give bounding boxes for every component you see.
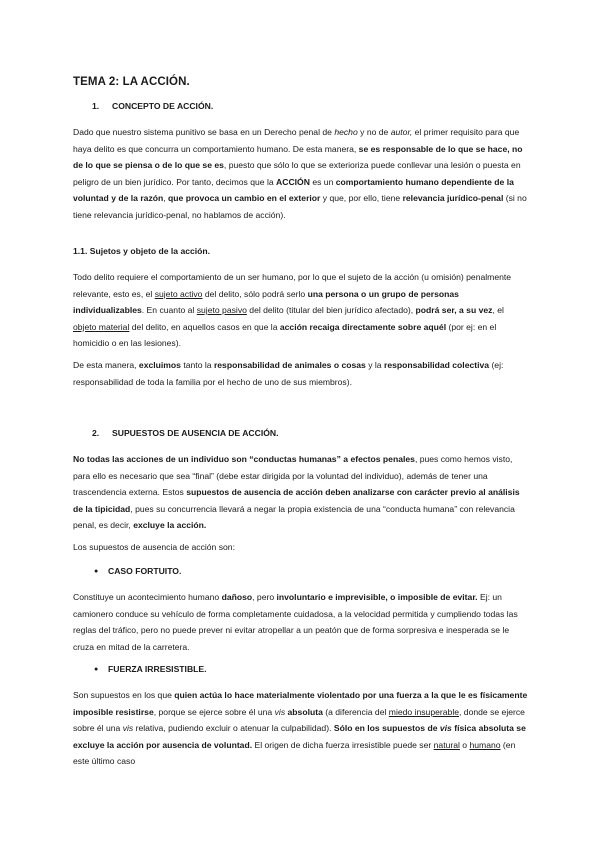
text-run: , porque se ejerce sobre él una xyxy=(153,706,275,717)
section-2-heading xyxy=(92,428,279,438)
text-run: sujeto activo xyxy=(154,288,203,299)
text-run: excluimos xyxy=(138,360,181,370)
paragraph xyxy=(73,357,529,390)
text-run: ACCIÓN xyxy=(276,176,310,187)
bullet-fuerza-irresistible xyxy=(94,664,207,674)
section-1-heading xyxy=(92,101,213,111)
text-run: es un xyxy=(309,176,336,187)
text-run: y la xyxy=(365,360,384,370)
text-run: física absoluta se excluye la acción por ausencia de voluntad. xyxy=(73,723,529,750)
text-run: y no de xyxy=(357,127,391,137)
text-run: del delito, en aquellos casos en que la xyxy=(129,321,280,332)
text-run: y que, por ello, tiene xyxy=(320,193,403,204)
text-run: Ej: un camionero conduce su vehículo de forma completamente cuidadosa, a la velocidad permitida y cumpliendo todas las reglas del tráfico, pero no puede prever ni evitar atropellar a un peatón que de forma sorpresiva e inesperada se le cruza en mitad de la carretera. xyxy=(73,592,521,652)
text-run: tanto la xyxy=(180,360,214,370)
text-run: acción recaiga directamente sobre aquél xyxy=(279,321,447,332)
text-run: vis xyxy=(122,723,134,734)
text-run: , pues como hemos visto, para ello es necesario que sea “final” (debe estar dirigida por la voluntad del individuo), además de tener una trascendencia externa. Estos xyxy=(73,454,515,498)
text-run: (por ej: en el homicidio o en las lesiones). xyxy=(73,321,499,349)
paragraph xyxy=(73,589,529,655)
section-heading-text: SUPUESTOS DE AUSENCIA DE ACCIÓN. xyxy=(112,428,279,438)
text-run: Sólo en los supuestos de xyxy=(333,723,440,734)
text-run: No todas las acciones de un individuo son “conductas humanas” a efectos penales xyxy=(73,454,415,464)
text-run: dañoso xyxy=(221,592,253,602)
text-run: humano xyxy=(469,739,501,750)
text-run: del delito, sólo podrá serlo xyxy=(202,288,308,299)
bullet-marker: ● xyxy=(94,666,99,673)
text-run: natural xyxy=(433,739,460,750)
text-run: relevancia jurídico-penal xyxy=(402,193,504,204)
text-run: (en este último caso xyxy=(73,739,518,767)
text-run: , xyxy=(163,193,169,204)
text-run: vis xyxy=(439,723,452,734)
text-run: Dado que nuestro sistema punitivo se basa en un Derecho penal de xyxy=(73,127,335,137)
text-run: , el xyxy=(492,305,507,316)
paragraph xyxy=(73,539,529,556)
bullet-marker: ● xyxy=(94,568,99,575)
text-run: del delito (titular del bien jurídico afectado), xyxy=(246,305,416,316)
subsection-1-1-heading: 1.1. Sujetos y objeto de la acción. xyxy=(73,246,211,256)
text-run: involuntario e imprevisible, o imposible de evitar. xyxy=(276,592,478,602)
document-title: TEMA 2: LA ACCIÓN. xyxy=(73,76,190,88)
text-run: excluye la acción. xyxy=(133,520,207,531)
text-run: (ej: responsabilidad de toda la familia por el hecho de uno de sus miembros). xyxy=(73,360,506,387)
text-run: El origen de dicha fuerza irresistible puede ser xyxy=(252,739,434,750)
text-run: vis xyxy=(274,706,286,717)
text-run: , pues su concurrencia llevará a negar la propia existencia de una “conducta humana” con relevancia penal, es decir, xyxy=(73,503,518,531)
paragraph xyxy=(73,269,529,352)
text-run: Todo delito requiere el comportamiento de un ser humano, por lo que el sujeto de la acción (u omisión) penalmente relevante, esto es, el xyxy=(73,272,514,299)
text-run: el primer requisito para que haya delito es que concurra un comportamiento humano. De esta manera, xyxy=(73,127,522,154)
text-run: (a diferencia del xyxy=(322,706,389,717)
section-number: 1. xyxy=(92,101,100,111)
text-run: se es responsable de lo que se hace, no de lo que se piensa o de lo que se es xyxy=(73,143,525,171)
text-run: Constituye un acontecimiento humano xyxy=(73,592,222,602)
text-run: supuestos de ausencia de acción deben analizarse con carácter previo al análisis de la tipicidad xyxy=(73,487,522,514)
text-run: responsabilidad colectiva xyxy=(383,360,490,370)
text-run: hecho xyxy=(334,127,358,137)
text-run: quien actúa lo hace materialmente violentado por una fuerza a la que le es físicamente imposible resistirse xyxy=(73,690,530,717)
text-run: o xyxy=(459,739,470,750)
bullet-caso-fortuito xyxy=(94,566,181,576)
text-run: relativa, pudiendo excluir o atenuar la culpabilidad). xyxy=(133,723,334,734)
paragraph xyxy=(73,124,529,224)
text-run: objeto material xyxy=(73,321,130,332)
text-run: absoluta xyxy=(285,706,323,717)
text-run: autor, xyxy=(390,127,413,137)
text-run: , donde se ejerce sobre él una xyxy=(73,706,528,734)
text-run: que provoca un cambio en el exterior xyxy=(168,193,321,204)
text-run: una persona o un grupo de personas individualizables xyxy=(73,288,462,316)
text-run: , puesto que sólo lo que se exterioriza puede conllevar una lesión o puesta en peligro de un bien jurídico. Por tanto, decimos que la xyxy=(73,160,523,187)
text-run: Son supuestos en los que xyxy=(73,690,175,700)
bullet-heading: CASO FORTUITO. xyxy=(108,566,182,576)
section-number: 2. xyxy=(92,428,100,438)
text-run: miedo insuperable xyxy=(388,706,460,717)
text-run: . En cuanto al xyxy=(141,305,197,316)
paragraph xyxy=(73,687,529,770)
text-run: Los supuestos de ausencia de acción son: xyxy=(73,542,235,552)
text-run: sujeto pasivo xyxy=(196,305,247,316)
section-heading-text: CONCEPTO DE ACCIÓN. xyxy=(112,101,214,111)
text-run: podrá ser, a su vez xyxy=(415,305,493,316)
text-run: (si no tiene relevancia jurídico-penal, no hablamos de acción). xyxy=(73,193,530,220)
text-run: responsabilidad de animales o cosas xyxy=(213,360,366,370)
text-run: De esta manera, xyxy=(73,360,139,370)
bullet-heading: FUERZA IRRESISTIBLE. xyxy=(108,664,207,674)
text-run: , pero xyxy=(252,592,277,602)
paragraph xyxy=(73,451,529,534)
text-run: comportamiento humano dependiente de la voluntad y de la razón xyxy=(73,176,517,204)
